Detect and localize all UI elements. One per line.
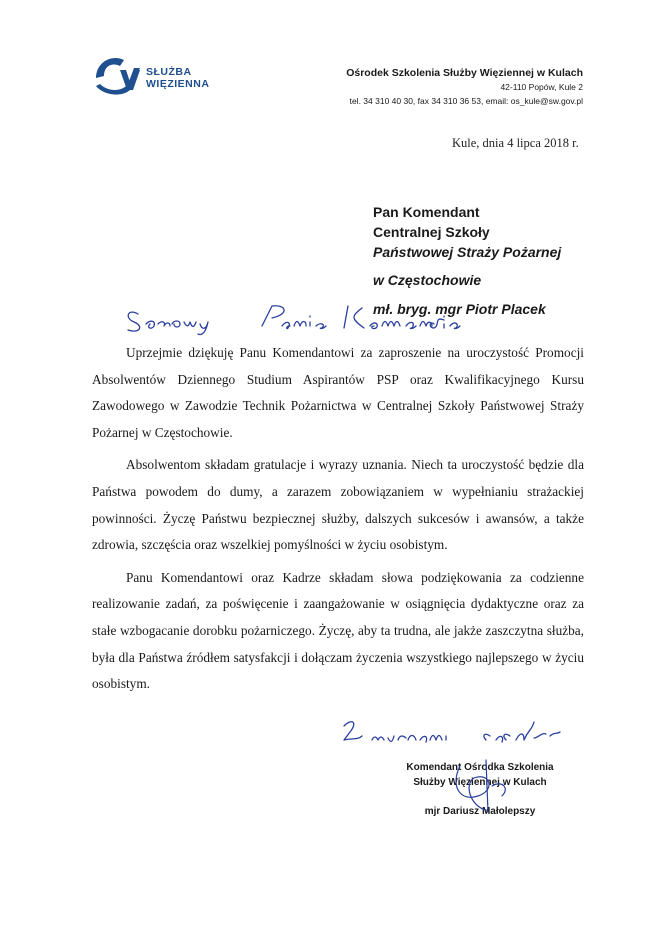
logo-text [146,66,209,90]
recipient-line1: Pan Komendant [373,204,480,220]
logo-line2: WIĘZIENNA [146,78,210,90]
letter-body [92,340,584,698]
institution-header [263,66,583,108]
recipient-line2: Centralnej Szkoły [373,224,490,240]
logo-emblem-icon [90,48,146,98]
handwritten-salutation [122,300,502,340]
sluzba-wiezienna-logo [90,48,250,98]
institution-address: 42-110 Popów, Kule 2 [500,82,583,92]
signature-title-line2: Służby Więziennej w Kulach [413,777,547,788]
handwritten-closing [338,712,568,752]
body-paragraph-3: Panu Komendantowi oraz Kadrze składam słowa podziękowania za codzienne realizowanie zadań, za poświęcenie i zaangażowanie w osiągnięcia dydaktyczne oraz za stałe wzbogacanie dorobku pożarniczego. Życzę, aby ta trudna, ale jakże zaszczytna służba, była dla Państwa źródłem satysfakcji i dołączam życzenia wszystkiego najlepszego w życiu osobistym. [92,569,584,692]
body-paragraph-1: Uprzejmie dziękuję Panu Komendantowi za zaproszenie na uroczystość Promocji Absolwentów Dziennego Studium Aspirantów PSP oraz Kwalifikacyjnego Kursu Zawodowego w Zawodzie Technik Pożarnictwa w Centralnej Szkoły Państwowej Straży Pożarnej w Częstochowie. [92,345,584,440]
letter-date: Kule, dnia 4 lipca 2018 r. [452,136,579,150]
handwritten-signature [430,756,540,816]
recipient-line5: mł. bryg. mgr Piotr Placek [373,301,546,317]
institution-name: Ośrodek Szkolenia Służby Więziennej w Kulach [346,67,583,79]
recipient-line4: w Częstochowie [373,272,482,288]
logo-line1: SŁUŻBA [146,66,192,78]
recipient-line3: Państwowej Straży Pożarnej [373,244,562,260]
institution-contact: tel. 34 310 40 30, fax 34 310 36 53, email: os_kule@sw.gov.pl [349,96,583,106]
body-paragraph-2: Absolwentom składam gratulacje i wyrazy uznania. Niech ta uroczystość będzie dla Państwa powodem do dumy, a zarazem zobowiązaniem w wypełnianiu strażackiej powinności. Życzę Państwu bezpiecznej służby, dalszych sukcesów i awansów, a także zdrowia, szczęścia oraz wszelkiej pomyślności w życiu osobistym. [92,457,584,553]
signature-title-line1: Komendant Ośrodka Szkolenia [406,762,554,773]
signature-rank-name: mjr Dariusz Małolepszy [424,806,536,817]
